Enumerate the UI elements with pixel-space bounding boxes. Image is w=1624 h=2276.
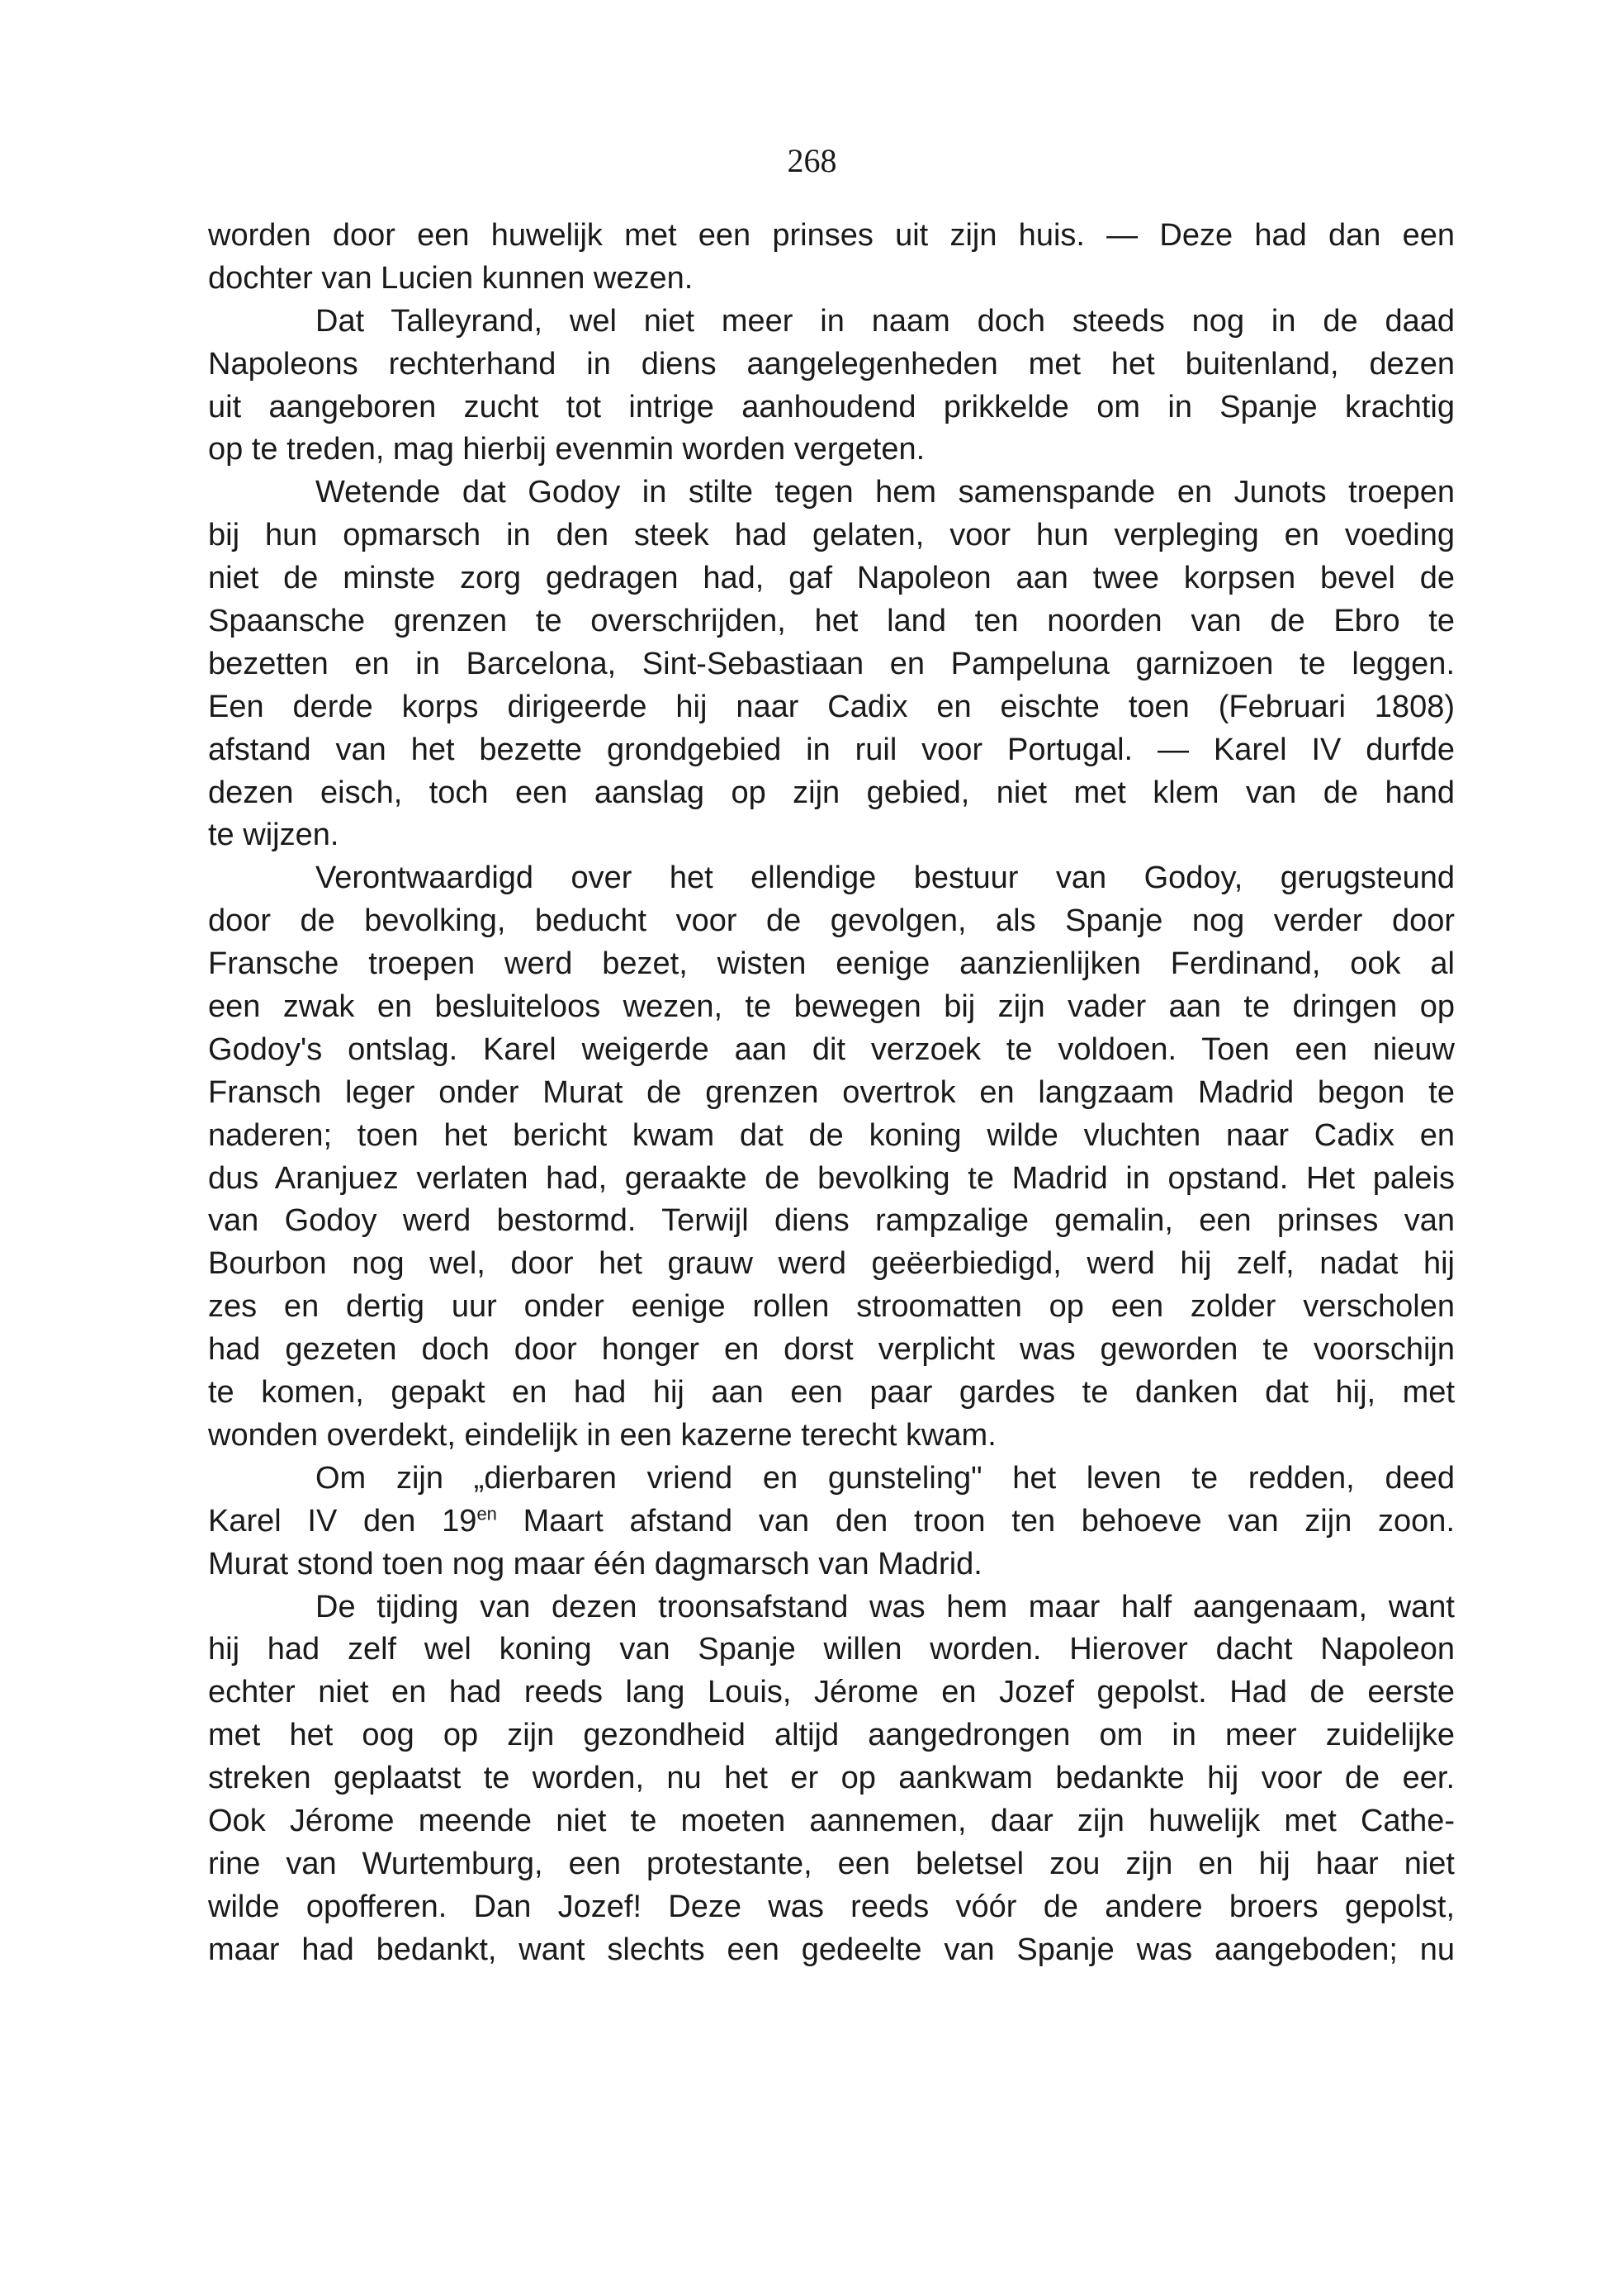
text-line: worden door een huwelijk met een prinses uit zijn huis. — Deze had dan een [208,218,1455,253]
text-line: dezen eisch, toch een aanslag op zijn gebied, niet met klem van de hand [208,775,1455,810]
text-line: afstand van het bezette grondgebied in ruil voor Portugal. — Karel IV durfde [208,732,1455,767]
text-line: te komen, gepakt en had hij aan een paar gardes te danken dat hij, met [208,1375,1455,1411]
superscript: en [476,1503,497,1524]
text-line: Ook Jérome meende niet te moeten aannemen, daar zijn huwelijk met Cathe- [208,1803,1455,1838]
text-line: echter niet en had reeds lang Louis, Jérome en Jozef gepolst. Had de eerste [208,1675,1455,1710]
text-line: door de bevolking, beducht voor de gevolgen, als Spanje nog verder door [208,903,1455,939]
text-line: bij hun opmarsch in den steek had gelaten, voor hun verpleging en voeding [208,518,1455,553]
paragraph-first-line: Wetende dat Godoy in stilte tegen hem samenspande en Junots troepen [315,475,1455,510]
text-line: bezetten en in Barcelona, Sint-Sebastiaan en Pampeluna garnizoen te leggen. [208,646,1455,681]
text-line: wonden overdekt, eindelijk in een kazerne terecht kwam. [208,1417,997,1453]
text-line: hij had zelf wel koning van Spanje willen worden. Hierover dacht Napoleon [208,1632,1455,1667]
text-line: naderen; toen het bericht kwam dat de koning wilde vluchten naar Cadix en [208,1117,1455,1153]
text-line: niet de minste zorg gedragen had, gaf Napoleon aan twee korpsen bevel de [208,561,1455,596]
paragraph-first-line: Dat Talleyrand, wel niet meer in naam doch steeds nog in de daad [315,303,1455,339]
text-line: Napoleons rechterhand in diens aangelegenheden met het buitenland, dezen [208,346,1455,382]
text-line: dochter van Lucien kunnen wezen. [208,260,694,296]
text-line: streken geplaatst te worden, nu het er op aankwam bedankte hij voor de eer. [208,1761,1455,1796]
text-line: een zwak en besluiteloos wezen, te bewegen bij zijn vader aan te dringen op [208,989,1455,1025]
text-line: wilde opofferen. Dan Jozef! Deze was reeds vóór de andere broers gepolst, [208,1889,1455,1924]
text-line: Murat stond toen nog maar één dagmarsch van Madrid. [208,1546,982,1581]
text-line: op te treden, mag hierbij evenmin worden vergeten. [208,432,926,467]
text-line: te wijzen. [208,818,339,853]
text-line: zes en dertig uur onder eenige rollen stroomatten op een zolder verscholen [208,1289,1455,1325]
text-line: Bourbon nog wel, door het grauw werd geëerbiedigd, werd hij zelf, nadat hij [208,1246,1455,1282]
line-segment: Karel IV den 19 [208,1503,477,1539]
text-line: Fransch leger onder Murat de grenzen overtrok en langzaam Madrid begon te [208,1074,1455,1110]
paragraph-first-line: De tijding van dezen troonsafstand was hem maar half aangenaam, want [315,1589,1455,1624]
text-line: maar had bedankt, want slechts een gedeelte van Spanje was aangeboden; nu [208,1932,1455,1967]
text-line: Spaansche grenzen te overschrijden, het land ten noorden van de Ebro te [208,604,1455,639]
text-line: dus Aranjuez verlaten had, geraakte de bevolking te Madrid in opstand. Het paleis [208,1160,1455,1196]
paragraph-first-line: Verontwaardigd over het ellendige bestuur van Godoy, gerugsteund [315,861,1455,896]
text-line: Fransche troepen werd bezet, wisten eenige aanzienlijken Ferdinand, ook al [208,946,1455,982]
text-line: van Godoy werd bestormd. Terwijl diens rampzalige gemalin, een prinses van [208,1203,1455,1239]
text-line: met het oog op zijn gezondheid altijd aangedrongen om in meer zuidelijke [208,1718,1455,1753]
line-segment: Maart afstand van den troon ten behoeve van zijn zoon. [496,1503,1455,1539]
text-line: rine van Wurtemburg, een protestante, een beletsel zou zijn en hij haar niet [208,1846,1455,1881]
paragraph-first-line: Om zijn „dierbaren vriend en gunsteling" het leven te redden, deed [315,1460,1455,1496]
text-line: Een derde korps dirigeerde hij naar Cadix en eischte toen (Februari 1808) [208,689,1455,724]
text-line: had gezeten doch door honger en dorst verplicht was geworden te voorschijn [208,1332,1455,1368]
page-number: 268 [787,142,837,179]
text-line [208,1501,1455,1543]
text-line: uit aangeboren zucht tot intrige aanhoudend prikkelde om in Spanje krachtig [208,389,1455,424]
body-text [208,215,1455,1972]
text-line: Godoy's ontslag. Karel weigerde aan dit verzoek te voldoen. Toen een nieuw [208,1031,1455,1067]
